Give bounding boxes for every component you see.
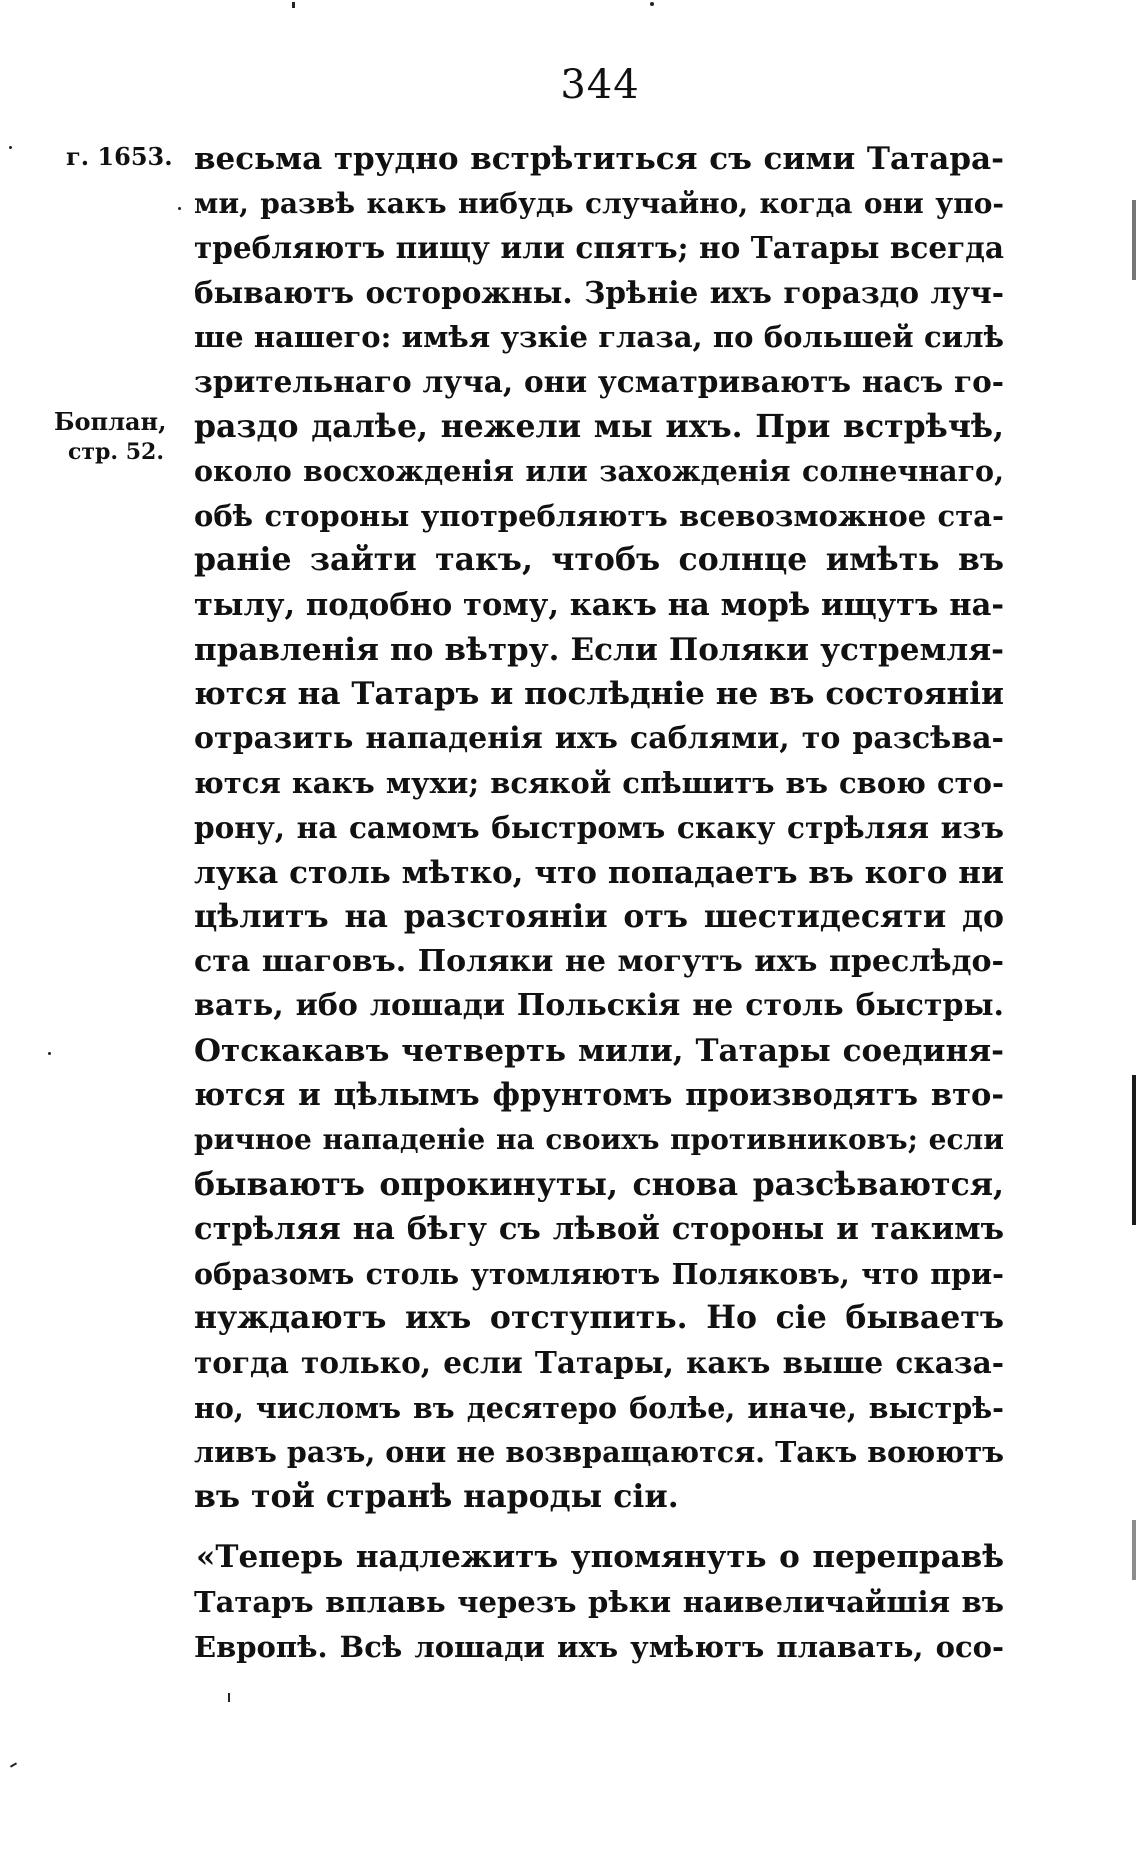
text-line: ливъ разъ, они не возвращаются. Такъ воюютъ bbox=[194, 1435, 1004, 1470]
text-line: стрѣляя на бѣгу съ лѣвой стороны и такимъ bbox=[194, 1211, 1004, 1248]
page-edge-rule bbox=[1132, 200, 1136, 280]
text-line: раздо далѣе, нежели мы ихъ. При встрѣчѣ, bbox=[194, 407, 1004, 445]
text-line: ми, развѣ какъ нибудь случайно, когда они упо- bbox=[194, 186, 1004, 220]
scan-mark bbox=[178, 207, 181, 210]
scan-mark bbox=[9, 146, 12, 149]
page-number: 344 bbox=[560, 62, 640, 108]
page-edge-rule bbox=[1132, 1520, 1136, 1580]
text-line: «Теперь надлежитъ упомянуть о переправѣ bbox=[196, 1539, 1004, 1576]
text-line: ются на Татаръ и послѣдніе не въ состояніи bbox=[194, 676, 1004, 713]
margin-reference-note bbox=[54, 407, 166, 467]
scan-mark bbox=[10, 1762, 17, 1767]
scan-mark bbox=[650, 2, 654, 6]
paragraph bbox=[194, 1535, 1004, 1669]
text-line: бываютъ осторожны. Зрѣніе ихъ гораздо луч- bbox=[194, 274, 1004, 310]
text-line: отразить нападенія ихъ саблями, то разсѣва- bbox=[194, 720, 1004, 756]
text-line: лука столь мѣтко, что попадаетъ въ кого ни bbox=[194, 854, 1004, 891]
scan-mark bbox=[292, 2, 295, 8]
text-line: зрительнаго луча, они усматриваютъ насъ го- bbox=[194, 363, 1004, 399]
text-line: въ той странѣ народы сіи. bbox=[194, 1477, 679, 1515]
text-line: образомъ столь утомляютъ Поляковъ, что при- bbox=[194, 1256, 1004, 1291]
margin-year-note: г. 1653. bbox=[66, 142, 173, 171]
text-line: вать, ибо лошади Польскія не столь быстры. bbox=[194, 988, 1004, 1024]
text-line: ются и цѣлымъ фрунтомъ производятъ вто- bbox=[194, 1077, 1004, 1114]
text-line: ста шаговъ. Поляки не могутъ ихъ преслѣдо- bbox=[194, 943, 1004, 979]
text-line: Татаръ вплавь черезъ рѣки наивеличайшія въ bbox=[194, 1585, 1004, 1619]
scan-mark bbox=[48, 1052, 51, 1055]
text-line: ричное нападеніе на своихъ противниковъ; если bbox=[194, 1123, 1004, 1157]
text-line: нуждаютъ ихъ отступить. Но сіе бываетъ bbox=[194, 1299, 1004, 1337]
text-line: около восхожденія или захожденія солнечнаго, bbox=[194, 454, 1004, 489]
page-edge-rule bbox=[1132, 1075, 1136, 1225]
text-line: Европѣ. Всѣ лошади ихъ умѣютъ плавать, осо- bbox=[194, 1629, 1004, 1664]
text-line: рону, на самомъ быстромъ скаку стрѣляя изъ bbox=[194, 809, 1004, 845]
body-text bbox=[194, 137, 1004, 1669]
text-line: тылу, подобно тому, какъ на морѣ ищутъ на- bbox=[194, 586, 1004, 623]
text-line: Отскакавъ четверть мили, Татары соединя- bbox=[194, 1032, 1004, 1069]
text-line: бываютъ опрокинуты, снова разсѣваются, bbox=[194, 1165, 1004, 1203]
text-line: но, числомъ въ десятеро болѣе, иначе, выстрѣ- bbox=[194, 1390, 1004, 1425]
text-line: правленія по вѣтру. Если Поляки устремля- bbox=[194, 631, 1004, 668]
text-line: обѣ стороны употребляютъ всевозможное ста- bbox=[194, 498, 1004, 533]
margin-reference-page: стр. 52. bbox=[68, 439, 165, 465]
paragraph bbox=[194, 137, 1004, 1519]
text-line: весьма трудно встрѣтиться съ сими Татара- bbox=[194, 141, 1004, 177]
text-line: ше нашего: имѣя узкіе глаза, по большей силѣ bbox=[194, 320, 1004, 355]
text-line: цѣлитъ на разстояніи отъ шестидесяти до bbox=[194, 898, 1004, 936]
text-line: раніе зайти такъ, чтобъ солнце имѣть въ bbox=[194, 541, 1004, 579]
text-line: требляютъ пищу или спятъ; но Татары всегда bbox=[194, 230, 1004, 266]
text-line: тогда только, если Татары, какъ выше сказа- bbox=[194, 1345, 1004, 1381]
scan-mark bbox=[228, 1693, 230, 1702]
margin-reference-author: Боплан, bbox=[54, 407, 167, 436]
text-line: ются какъ мухи; всякой спѣшитъ въ свою сто- bbox=[194, 766, 1004, 801]
